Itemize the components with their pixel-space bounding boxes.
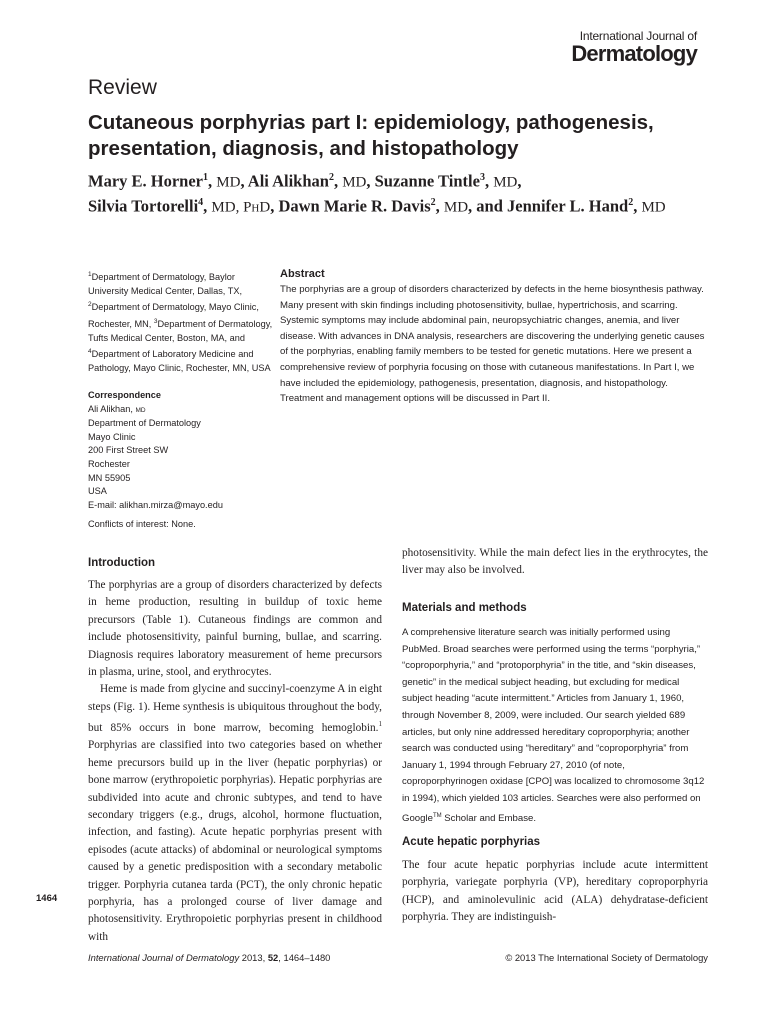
journal-logo bbox=[571, 30, 697, 65]
introduction-body bbox=[88, 577, 382, 946]
author-affiliation-sup: 2 bbox=[628, 196, 634, 208]
paragraph-text: Scholar and Embase. bbox=[441, 812, 537, 824]
introduction-paragraph bbox=[88, 681, 382, 946]
author-name: Mary E. Horner bbox=[88, 171, 204, 191]
affiliations bbox=[88, 268, 273, 375]
author-name: Suzanne Tintle bbox=[374, 171, 480, 191]
acute-hepatic-heading: Acute hepatic porphyrias bbox=[402, 836, 541, 848]
correspondence-heading: Correspondence bbox=[88, 390, 162, 400]
footer-citation bbox=[88, 952, 330, 963]
author-degree: MD bbox=[216, 174, 241, 191]
author-affiliation-sup: 2 bbox=[430, 196, 436, 208]
introduction-paragraph: The porphyrias are a group of disorders characterized by defects in heme production, resulting in buildup of toxic heme precursors (Table 1). Cutaneous findings are common and include photosensitivity, painful burning, bullae, and scarring. Diagnosis requires laboratory measurement of heme precursors in plasma, urine, stool, and erythrocytes. bbox=[88, 579, 382, 679]
author-separator: , bbox=[203, 196, 212, 215]
paragraph-text: photosensitivity. While the main defect lies in the erythrocytes, the liver may also be involved. bbox=[402, 547, 708, 577]
correspondence-author bbox=[88, 403, 273, 418]
author-name: Jennifer L. Hand bbox=[507, 196, 629, 215]
footer-pages: , 1464–1480 bbox=[278, 952, 331, 963]
correspondence bbox=[88, 389, 273, 512]
reference-sup: 1 bbox=[378, 720, 382, 729]
affiliation-text: Department of Laboratory Medicine and Pathology, Mayo Clinic, Rochester, MN, USA bbox=[88, 349, 271, 373]
author-name: Silvia Tortorelli bbox=[88, 196, 199, 215]
correspondence-line: Rochester bbox=[88, 458, 130, 469]
author-name: Dawn Marie R. Davis bbox=[278, 196, 431, 215]
author-affiliation-sup: 4 bbox=[198, 196, 204, 208]
author-affiliation-sup: 2 bbox=[328, 172, 334, 183]
correspondence-line: MN 55905 bbox=[88, 472, 131, 483]
affiliation-text: Department of Dermatology, Mayo Clinic, Rochester, MN, bbox=[88, 302, 259, 329]
affiliation-text: Department of Dermatology, Baylor University Medical Center, Dallas, TX, bbox=[88, 272, 243, 296]
journal-logo-line1: International Journal of bbox=[579, 29, 697, 43]
footer-volume: 52 bbox=[267, 952, 279, 963]
page-number: 1464 bbox=[36, 893, 58, 904]
author-separator: , bbox=[208, 171, 217, 191]
paragraph-text: A comprehensive literature search was initially performed using PubMed. Broad searches were performed using the terms “porphyria,” “coproporphyria,” and “protoporphyria” in the title, and “skin diseases, genetic” in the medical subject heading, but excluding for medical subject heading “acute intermittent.” Articles from January 1, 1960, through November 8, 2009, were included. Our search yielded 689 articles, but only nine addressed hereditary coproporphyria; another search was conducted using “hereditary” and “coproporphyria” from January 1, 1994 through February 27, 2010 (of note, coproporphyrinogen oxidase [CPO] was localized to chromosome 3q12 in 1994), which yielded 103 articles. Searches were also performed on Google bbox=[402, 627, 705, 824]
author-affiliation-sup: 3 bbox=[479, 172, 485, 183]
correspondence-name: Ali Alikhan, bbox=[88, 403, 133, 414]
footer-copyright: © 2013 The International Society of Dermatology bbox=[505, 952, 708, 963]
footer-journal: International Journal of Dermatology bbox=[88, 952, 240, 963]
author-degree: MD bbox=[342, 174, 367, 191]
author-separator: , bbox=[333, 171, 343, 191]
conflicts-statement: Conflicts of interest: None. bbox=[88, 519, 196, 529]
author-affiliation-sup: 1 bbox=[203, 172, 209, 183]
acute-hepatic-body bbox=[402, 857, 708, 927]
author-list: Mary E. Horner$^1$, MD, Ali Alikhan$^2$, MD, Suzanne Tintle$^3$, MD, Silvia Tortorelli$^4$, MD, PhD, Dawn Marie R. Davis$^2$, MD, and Jennifer L. Hand$^2$, MD bbox=[88, 171, 666, 215]
correspondence-email[interactable]: E-mail: alikhan.mirza@mayo.edu bbox=[88, 499, 223, 510]
introduction-heading: Introduction bbox=[88, 557, 156, 569]
correspondence-line: 200 First Street SW bbox=[88, 445, 169, 456]
author-degree: MD bbox=[443, 199, 469, 215]
trademark-sup: TM bbox=[432, 812, 442, 819]
author-degree: MD, PhD bbox=[211, 199, 271, 215]
author-separator: , bbox=[517, 171, 522, 191]
footer-year: 2013, bbox=[241, 952, 266, 963]
correspondence-line: Department of Dermatology bbox=[88, 418, 201, 429]
paragraph-text: Heme is made from glycine and succinyl-coenzyme A in eight steps (Fig. 1). Heme synthesis is ubiquitous throughout the body, but 85% occurs in bone marrow, becoming hemoglobin. bbox=[88, 683, 382, 735]
abstract-text: The porphyrias are a group of disorders characterized by defects in the heme biosynthesis pathway. Many present with skin findings including photosensitivity, bullae, hypertrichosis, and scarring. Systemic symptoms may include abdominal pain, neuropsychiatric changes, anemia, and liver disease. With advances in DNA analysis, researchers are discovering the underlying genetic causes of the porphyrias, enabling family members to be tested for genetic mutations. Here we present a comprehensive review of porphyria focusing on those with cutaneous manifestations. In Part I, we have included the epidemiology, pathogenesis, presentation, diagnosis, and histopathology. Treatment and management options will be discussed in Part II. bbox=[280, 284, 705, 405]
affiliation-text: Department of Dermatology, Tufts Medical Center, Boston, MA, and bbox=[88, 318, 273, 343]
paragraph-text: Porphyrias are classified into two categories based on whether heme precursors build up in the liver (hepatic porphyrias) or bone marrow (erythropoietic porphyrias). Hepatic porphyrias are subdivided into acute and chronic subtypes, and tend to have secondary triggers (e.g., drugs, alcohol, hormone fluctuation, infection, and fasting). Acute hepatic porphyrias present with episodes (acute attacks) of abdominal or neurological symptoms caused by a genetic predisposition with a secondary metabolic trigger. Porphyria cutanea tarda (PCT), the only chronic hepatic porphyria, has a prolonged course of liver damage and photosensitivity. Erythropoietic porphyrias present in childhood with bbox=[88, 739, 382, 943]
introduction-continuation bbox=[402, 545, 708, 580]
article-title: Cutaneous porphyrias part I: epidemiology, pathogenesis, presentation, diagnosis, and histopathology bbox=[88, 111, 654, 160]
section-label: Review bbox=[88, 76, 157, 99]
author-degree: MD bbox=[493, 174, 518, 191]
abstract-heading: Abstract bbox=[280, 268, 325, 280]
correspondence-line: USA bbox=[88, 486, 107, 497]
correspondence-line: Mayo Clinic bbox=[88, 431, 136, 442]
journal-logo-line2: Dermatology bbox=[571, 41, 697, 66]
correspondence-degree: MD bbox=[135, 406, 146, 414]
author-degree: MD bbox=[641, 199, 666, 215]
affiliation-sup: 1 bbox=[88, 271, 92, 278]
methods-heading: Materials and methods bbox=[402, 602, 527, 614]
methods-body bbox=[402, 625, 708, 827]
author-name: Ali Alikhan bbox=[247, 171, 329, 191]
affiliation-sup: 2 bbox=[88, 301, 92, 309]
paragraph-text: The four acute hepatic porphyrias include acute intermittent porphyria, variegate porphyria (VP), hereditary coproporphyria (HCP), and aminolevulinic acid (ALA) dehydratase-deficient porphyria. They are indistinguish- bbox=[402, 859, 708, 924]
author-separator: , and bbox=[468, 196, 508, 215]
affiliation-sup: 4 bbox=[88, 348, 92, 356]
affiliation-sup: 3 bbox=[153, 317, 158, 325]
